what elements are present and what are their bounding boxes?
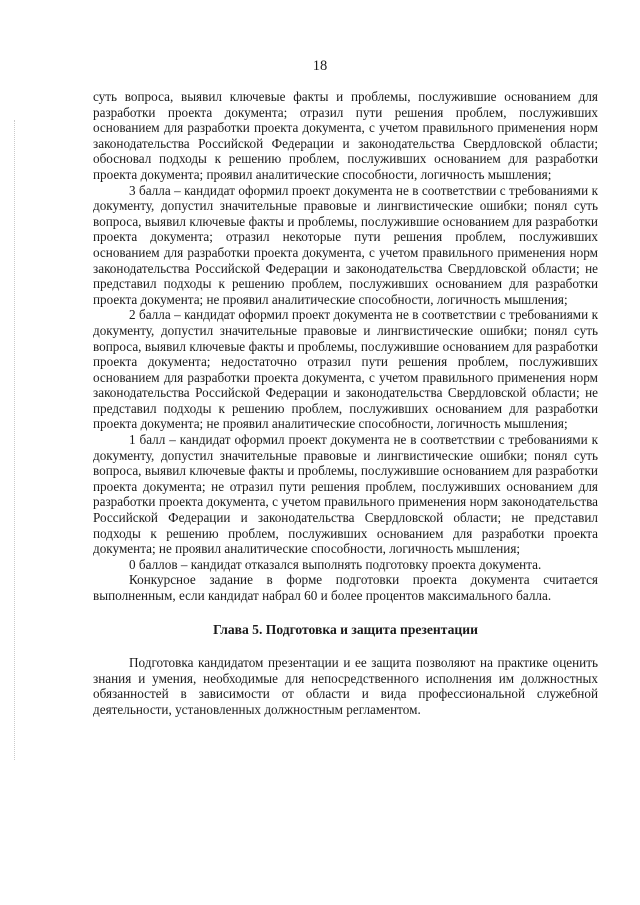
binding-mark (14, 120, 16, 760)
paragraph-score-2: 2 балла – кандидат оформил проект документа не в соответствии с требованиями к документу, допустил значительные правовые и лингвистические ошибки; понял суть вопроса, выявил ключевые факты и проблемы, послужившие основанием для разработки проекта документа; недостаточно отразил пути решения проблем, послуживших основанием для разработки проекта документа, с учетом правильного применения норм законодательства Российской Федерации и законодательства Свердловской области; не представил подходы к решению проблем, послуживших основанием для разработки проекта документа; не проявил аналитические способности, логичность мышления; (93, 307, 598, 432)
paragraph-pass-condition: Конкурсное задание в форме подготовки проекта документа считается выполненным, если кандидат набрал 60 и более процентов максимального балла. (93, 572, 598, 603)
paragraph-chapter-intro: Подготовка кандидатом презентации и ее защита позволяют на практике оценить знания и умения, необходимые для непосредственного исполнения им должностных обязанностей в зависимости от области и вида профессиональной служебной деятельности, установленных должностным регламентом. (93, 655, 598, 717)
paragraph-score-3: 3 балла – кандидат оформил проект документа не в соответствии с требованиями к документу, допустил значительные правовые и лингвистические ошибки; понял суть вопроса, выявил ключевые факты и проблемы, послужившие основанием для разработки проекта документа; отразил некоторые пути решения проблем, послуживших основанием для разработки проекта документа, с учетом правильного применения норм законодательства Российской Федерации и законодательства Свердловской области; не представил подходы к решению проблем, послуживших основанием для разработки проекта документа; не проявил аналитические способности, логичность мышления; (93, 182, 598, 307)
paragraph-score-0: 0 баллов – кандидат отказался выполнять подготовку проекта документа. (129, 556, 542, 572)
document-body (93, 89, 598, 718)
page-number: 18 (312, 58, 328, 74)
chapter-heading: Глава 5. Подготовка и защита презентации (213, 621, 478, 637)
paragraph-continuation: суть вопроса, выявил ключевые факты и проблемы, послужившие основанием для разработки проекта документа; отразил пути решения проблем, послуживших основанием для разработки проекта документа, с учетом правильного применения норм законодательства Российской Федерации и законодательства Свердловской области; обосновал подходы к решению проблем, послуживших основанием для разработки проекта документа; проявил аналитические способности, логичность мышления; (93, 89, 598, 182)
paragraph-score-1: 1 балл – кандидат оформил проект документа не в соответствии с требованиями к документу, допустил значительные правовые и лингвистические ошибки; понял суть вопроса, выявил ключевые факты и проблемы, послужившие основанием для разработки проекта документа; не отразил пути решения проблем, послуживших основанием для разработки проекта документа, с учетом правильного применения норм законодательства Российской Федерации и законодательства Свердловской области; не представил подходы к решению проблем, послуживших основанием для разработки проекта документа; не проявил аналитические способности, логичность мышления; (93, 432, 598, 557)
